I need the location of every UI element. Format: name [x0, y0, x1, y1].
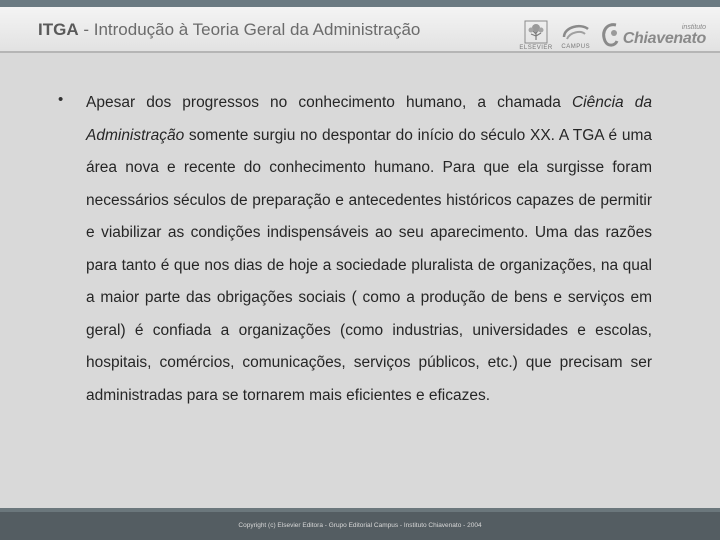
publisher-logos — [519, 16, 706, 54]
slide-footer — [0, 508, 720, 540]
title-separator: - — [78, 20, 94, 39]
title-acronym: ITGA — [38, 20, 79, 39]
chiavenato-mark-icon — [599, 21, 621, 49]
slide-header — [0, 7, 720, 51]
paragraph-italic-term: Ciência da Administração — [86, 94, 652, 144]
footer-accent-line — [0, 508, 720, 512]
campus-swirl-icon — [561, 21, 591, 43]
paragraph-part-2: somente surgiu no despontar do início do século XX. A TGA é uma área nova e recente do conhecimento humano. Para que ela surgisse foram necessários séculos de preparação e antecedentes históricos capazes de permitir e viabilizar as condições indispensáveis ao seu aparecimento. Uma das razões para tanto é que nos dias de hoje a sociedade pluralista de organizações, na qual a maior parte das obrigações sociais ( como a produção de bens e serviços em geral) é confiada a organizações (como industrias, universidades e escolas, hospitais, comércios, comunicações, serviços públicos, etc.) que precisam ser administradas para se tornarem mais eficientes e eficazes. — [86, 126, 652, 404]
copyright-text: Copyright (c) Elsevier Editora - Grupo Editorial Campus - Instituto Chiavenato - 2004 — [238, 522, 482, 529]
slide-title — [38, 20, 420, 40]
bullet-marker: • — [58, 91, 64, 108]
campus-logo — [561, 21, 591, 50]
body-paragraph — [86, 87, 652, 412]
chiavenato-logo — [599, 21, 706, 49]
chiavenato-subtitle: instituto — [681, 23, 706, 31]
top-accent-bar — [0, 0, 720, 7]
paragraph-part-1: Apesar dos progressos no conhecimento humano, a chamada — [86, 94, 572, 111]
elsevier-caption: ELSEVIER — [519, 44, 553, 51]
elsevier-logo — [519, 20, 552, 51]
title-text: Introdução à Teoria Geral da Administração — [93, 20, 421, 39]
elsevier-tree-icon — [524, 20, 548, 44]
slide-content — [0, 53, 720, 508]
chiavenato-name: Chiavenato — [622, 29, 706, 47]
campus-caption: CAMPUS — [561, 43, 591, 50]
